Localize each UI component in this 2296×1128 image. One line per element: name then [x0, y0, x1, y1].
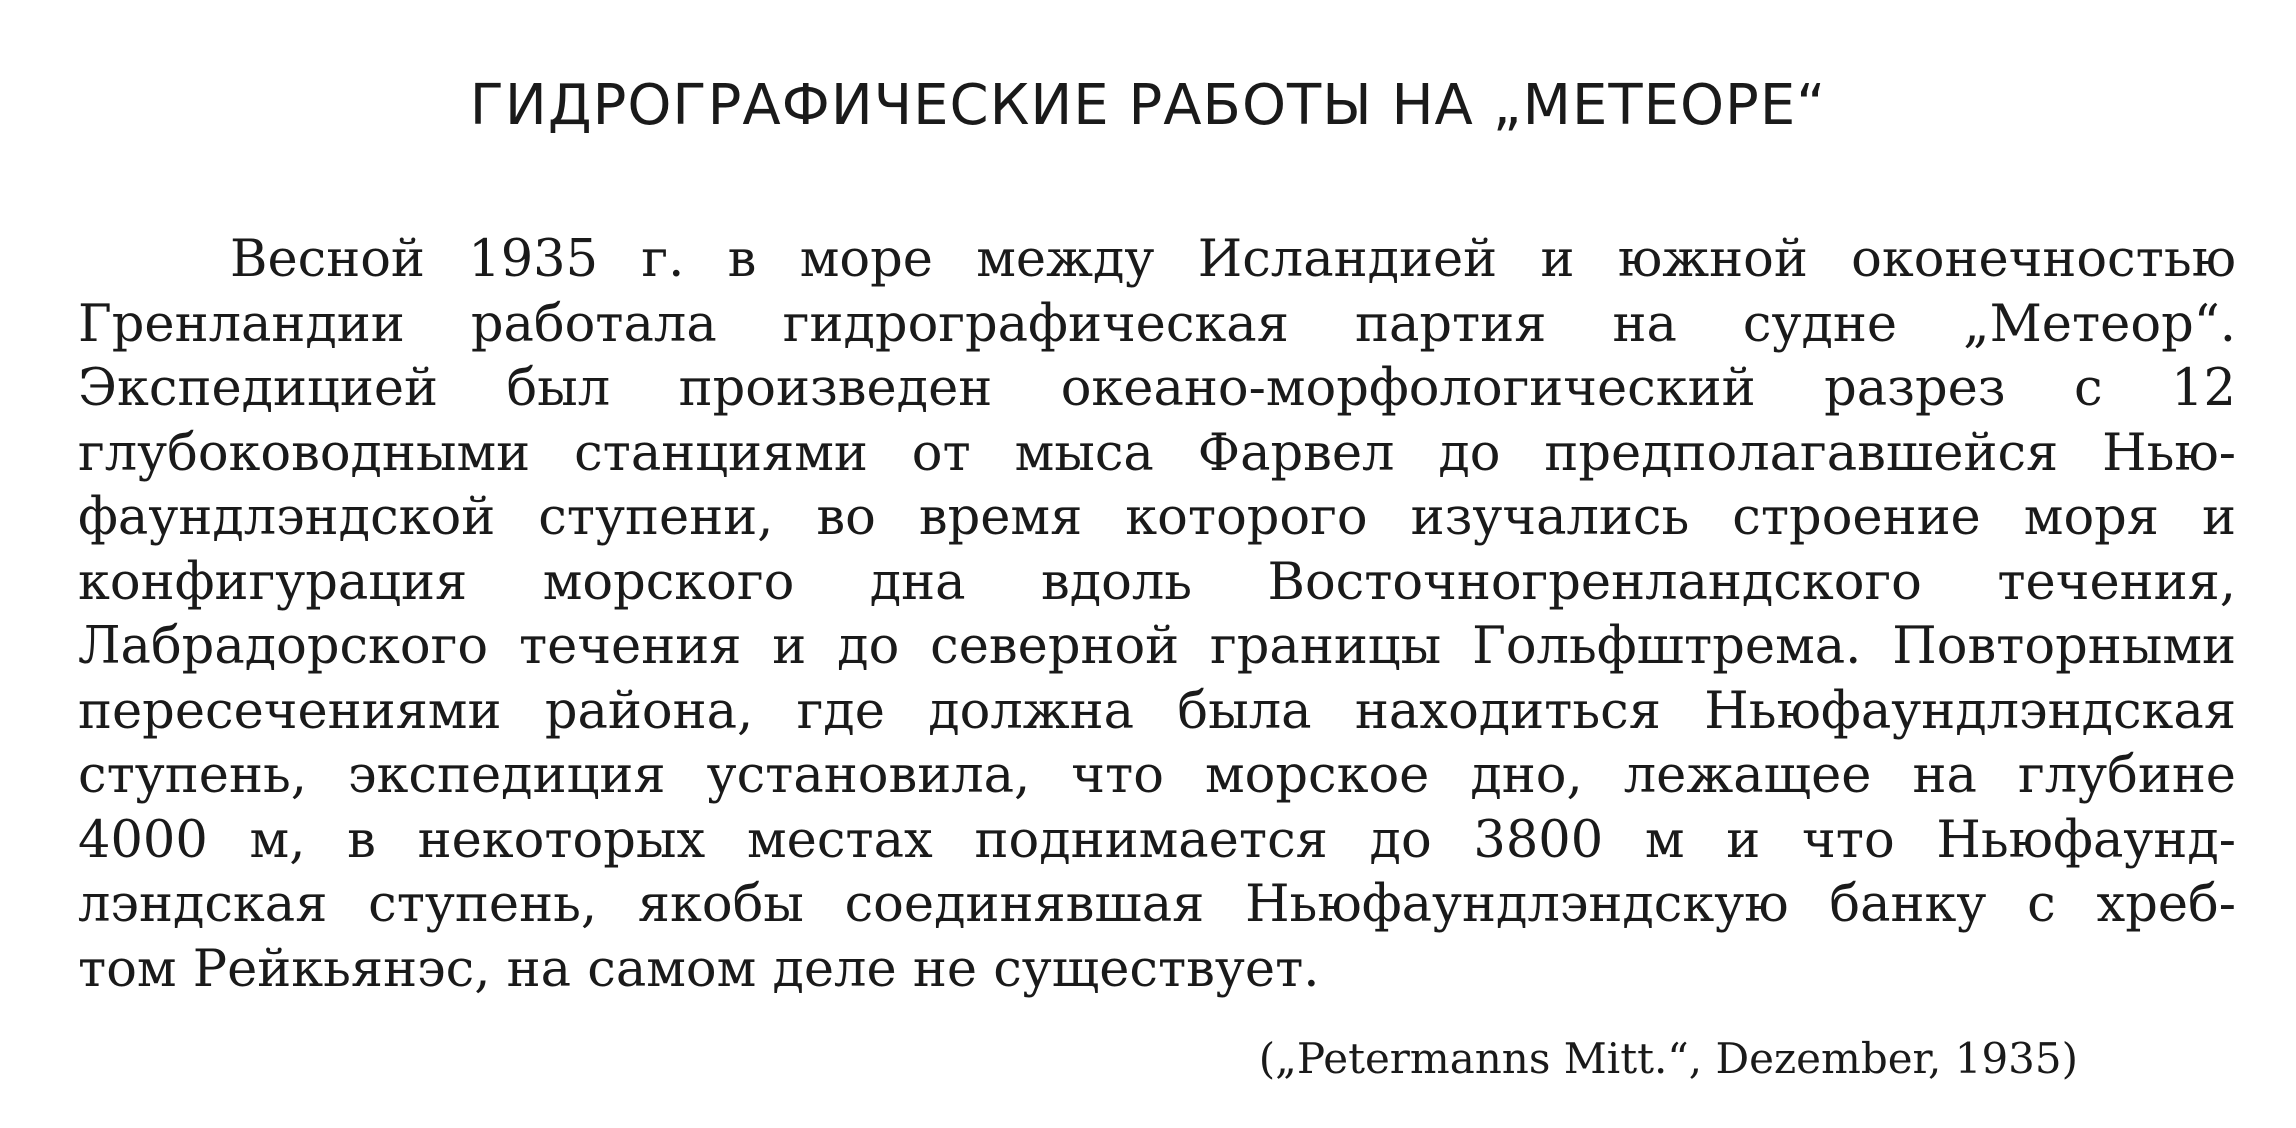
body-line: ступень, экспедиция установила, что морское дно, лежащее на глубине — [78, 746, 2236, 805]
body-line: глубоководными станциями от мыса Фарвел до предполагавшейся Нью- — [78, 423, 2236, 483]
body-line: том Рейкьянэс, на самом деле не существует. — [78, 939, 1320, 999]
article-title: ГИДРОГРАФИЧЕСКИЕ РАБОТЫ НА „МЕТЕОРЕ“ — [469, 73, 1827, 138]
body-line: Лабрадорского течения и до северной границы Гольфштрема. Повторными — [78, 617, 2236, 676]
body-line: пересечениями района, где должна была находиться Ньюфаундлэндская — [78, 681, 2236, 741]
body-line: фаундлэндской ступени, во время которого изучались строение моря и — [78, 488, 2236, 547]
body-line: 4000 м, в некоторых местах поднимается до 3800 м и что Ньюфаунд- — [78, 810, 2236, 870]
body-line: Экспедицией был произведен океано-морфологический разрез с 12 — [78, 359, 2236, 418]
article-body — [78, 228, 2236, 1002]
body-line: конфигурация морского дна вдоль Восточногренландского течения, — [78, 552, 2236, 612]
body-line: Гренландии работала гидрографическая партия на судне „Метеор“. — [78, 294, 2236, 354]
body-line: Весной 1935 г. в море между Исландией и южной оконечностью — [230, 230, 2236, 289]
body-line: лэндская ступень, якобы соединявшая Ньюфаундлэндскую банку с хреб- — [78, 875, 2236, 934]
source-citation: („Petermanns Mitt.“, Dezember, 1935) — [1258, 1034, 2078, 1083]
